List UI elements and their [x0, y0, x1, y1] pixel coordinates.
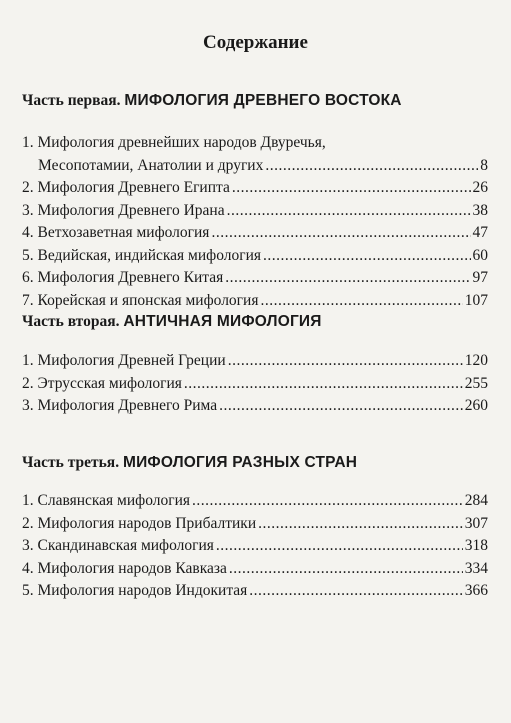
dot-leader	[232, 177, 471, 200]
part-label: Часть вторая.	[22, 313, 120, 330]
page-number: 47	[472, 224, 488, 241]
entry-title: 3. Скандинавская мифология	[22, 537, 214, 554]
dot-leader	[249, 580, 462, 603]
entry-title: 3. Мифология Древнего Ирана	[22, 201, 225, 219]
toc-list	[22, 132, 488, 312]
part-heading	[22, 454, 357, 472]
part-heading	[22, 92, 402, 110]
page-number: 334	[464, 559, 488, 577]
part-label: Часть первая.	[22, 92, 121, 109]
entry-title: 5. Ведийская, индийская мифология	[22, 246, 262, 264]
page-number: 107	[464, 291, 488, 309]
part-name: МИФОЛОГИЯ ДРЕВНЕГО ВОСТОКА	[124, 92, 402, 109]
toc-entry[interactable]	[22, 177, 488, 200]
part-heading	[22, 313, 322, 331]
toc-entry[interactable]	[22, 132, 488, 177]
page-number: 38	[472, 201, 488, 219]
entry-title: 2. Этрусская мифология	[22, 374, 182, 392]
entry-title: 2. Мифология народов Прибалтики	[22, 514, 257, 532]
dot-leader	[225, 267, 470, 290]
toc-entry[interactable]	[22, 395, 488, 418]
part-name: АНТИЧНАЯ МИФОЛОГИЯ	[123, 313, 322, 330]
dot-leader	[260, 290, 462, 313]
toc-entry[interactable]	[22, 267, 488, 290]
entry-title: 2. Мифология Древнего Египта	[22, 179, 230, 196]
toc-list	[22, 490, 488, 603]
entry-title: 4. Ветхозаветная мифология	[22, 224, 210, 241]
toc-entry[interactable]	[22, 290, 488, 313]
toc-entry[interactable]	[22, 200, 488, 223]
dot-leader	[258, 513, 463, 536]
toc-entry[interactable]	[22, 580, 488, 603]
entry-title: 6. Мифология Древнего Китая	[22, 269, 224, 286]
page-number: 120	[464, 352, 488, 369]
toc-entry[interactable]	[22, 373, 488, 396]
dot-leader	[263, 245, 470, 268]
toc-entry[interactable]	[22, 350, 488, 373]
page-number: 60	[472, 246, 488, 264]
dot-leader	[227, 200, 471, 223]
toc-entry[interactable]	[22, 490, 488, 513]
entry-title: 4. Мифология народов Кавказа	[22, 559, 227, 577]
dot-leader	[184, 373, 463, 396]
page-number: 97	[472, 269, 488, 286]
toc-entry[interactable]	[22, 535, 488, 558]
entry-title: 1. Мифология древнейших народов Двуречья,	[22, 134, 326, 151]
dot-leader	[211, 222, 470, 245]
entry-title: 1. Славянская мифология	[22, 492, 191, 509]
dot-leader	[216, 535, 463, 558]
entry-title: 1. Мифология Древней Греции	[22, 352, 226, 369]
page-number: 366	[464, 582, 488, 599]
toc-list	[22, 350, 488, 418]
part-label: Часть третья.	[22, 454, 120, 471]
toc-entry[interactable]	[22, 222, 488, 245]
dot-leader	[219, 395, 463, 418]
page-number: 284	[464, 492, 488, 509]
entry-title: 5. Мифология народов Индокитая	[22, 582, 248, 599]
page-title: Содержание	[203, 32, 308, 53]
dot-leader	[192, 490, 463, 513]
part-name: МИФОЛОГИЯ РАЗНЫХ СТРАН	[122, 454, 358, 471]
toc-entry[interactable]	[22, 558, 488, 581]
page-number: 26	[472, 179, 488, 196]
page-number: 307	[464, 514, 488, 532]
dot-leader	[228, 350, 463, 373]
entry-title: 3. Мифология Древнего Рима	[22, 397, 218, 414]
entry-title-continued: Месопотамии, Анатолии и других	[38, 156, 264, 174]
page-number: 260	[464, 397, 488, 414]
page-number: 318	[464, 537, 488, 554]
page-number: 8	[480, 156, 488, 174]
dot-leader	[265, 155, 478, 178]
entry-title: 7. Корейская и японская мифология	[22, 291, 259, 309]
toc-entry[interactable]	[22, 245, 488, 268]
dot-leader	[229, 558, 463, 581]
toc-entry[interactable]	[22, 513, 488, 536]
page-number: 255	[464, 374, 488, 392]
